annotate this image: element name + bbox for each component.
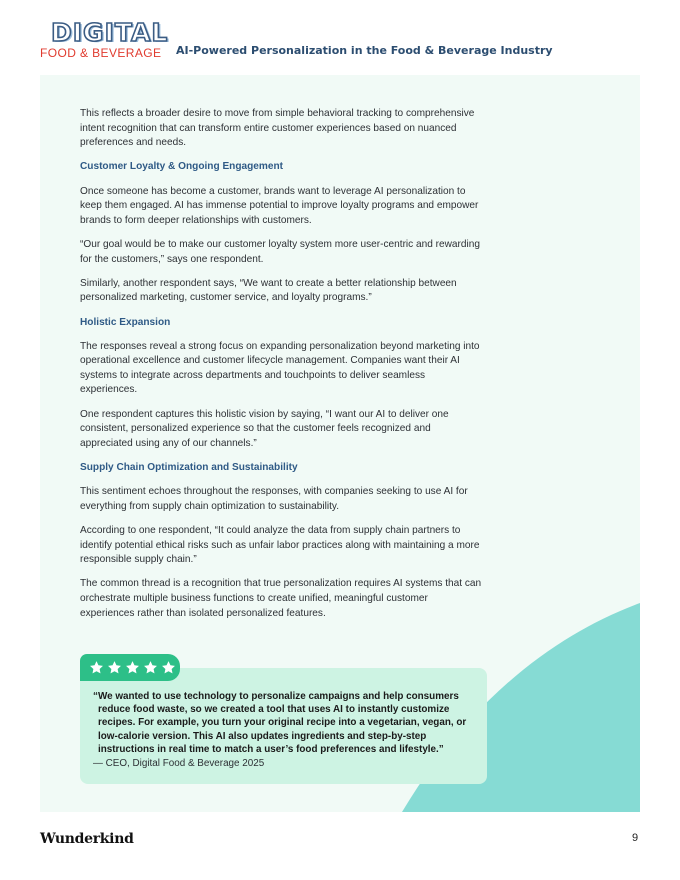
rating-stars <box>80 654 180 681</box>
digital-food-beverage-logo <box>40 20 170 62</box>
logo-subtitle: FOOD & BEVERAGE <box>40 46 162 60</box>
testimonial-attribution: — CEO, Digital Food & Beverage 2025 <box>93 758 265 770</box>
loyalty-paragraph-1: Once someone has become a customer, brands want to leverage AI personalization to keep them engaged. AI has immense potential to improve loyalty programs and empower brands to form deeper relationships with customers. <box>80 185 479 226</box>
star-icon <box>107 660 122 675</box>
intro-paragraph: This reflects a broader desire to move from simple behavioral tracking to comprehensive intent recognition that can transform entire customer experiences based on nuanced preferences and needs. <box>80 108 475 149</box>
holistic-paragraph-2: One respondent captures this holistic vision by saying, “I want our AI to deliver one consistent, personalized experience so that the customer feels recognized and appreciated using any of our channels.” <box>80 408 449 449</box>
star-icon <box>89 660 104 675</box>
section-heading-supply-chain: Supply Chain Optimization and Sustainability <box>80 462 298 474</box>
content-panel <box>40 75 640 812</box>
star-icon <box>143 660 158 675</box>
wunderkind-logo: Wunderkind <box>40 831 134 847</box>
loyalty-paragraph-2: “Our goal would be to make our customer loyalty system more user-centric and rewarding for the customers,” says one respondent. <box>80 238 480 265</box>
supply-paragraph-1: This sentiment echoes throughout the responses, with companies seeking to use AI for everything from supply chain optimization to sustainability. <box>80 486 468 512</box>
article-body <box>80 107 485 631</box>
testimonial-card <box>80 668 487 784</box>
document-title: AI-Powered Personalization in the Food & Beverage Industry <box>176 44 553 57</box>
section-heading-holistic: Holistic Expansion <box>80 316 171 328</box>
holistic-paragraph-1: The responses reveal a strong focus on expanding personalization beyond marketing into operational excellence and customer lifecycle management. Companies want their AI systems to integrate across departments and touchpoints to deliver seamless experiences. <box>80 340 480 396</box>
star-icon <box>125 660 140 675</box>
page-number: 9 <box>631 832 639 844</box>
supply-paragraph-2: According to one respondent, “It could analyze the data from supply chain partners to identify potential ethical risks such as unfair labor practices along with maintaining a more responsible supply chain.” <box>80 525 480 566</box>
section-heading-loyalty: Customer Loyalty & Ongoing Engagement <box>80 161 284 173</box>
supply-paragraph-3: The common thread is a recognition that true personalization requires AI systems that can orchestrate multiple business functions to create unified, meaningful customer experiences rather than isolated personalized features. <box>80 578 482 619</box>
star-icon <box>161 660 176 675</box>
loyalty-paragraph-3: Similarly, another respondent says, “We want to create a better relationship between personalized marketing, customer service, and loyalty programs.” <box>80 277 457 304</box>
logo-wordmark: DIGITAL <box>51 18 169 47</box>
testimonial-quote: “We wanted to use technology to personalize campaigns and help consumers reduce food waste, so we created a tool that uses AI to instantly customize recipes. For example, you turn your original recipe into a vegetarian, vegan, or low-calorie version. This AI also updates ingredients and step-by-step instructions in real time to match a user’s food preferences and lifestyle.” <box>93 691 467 755</box>
